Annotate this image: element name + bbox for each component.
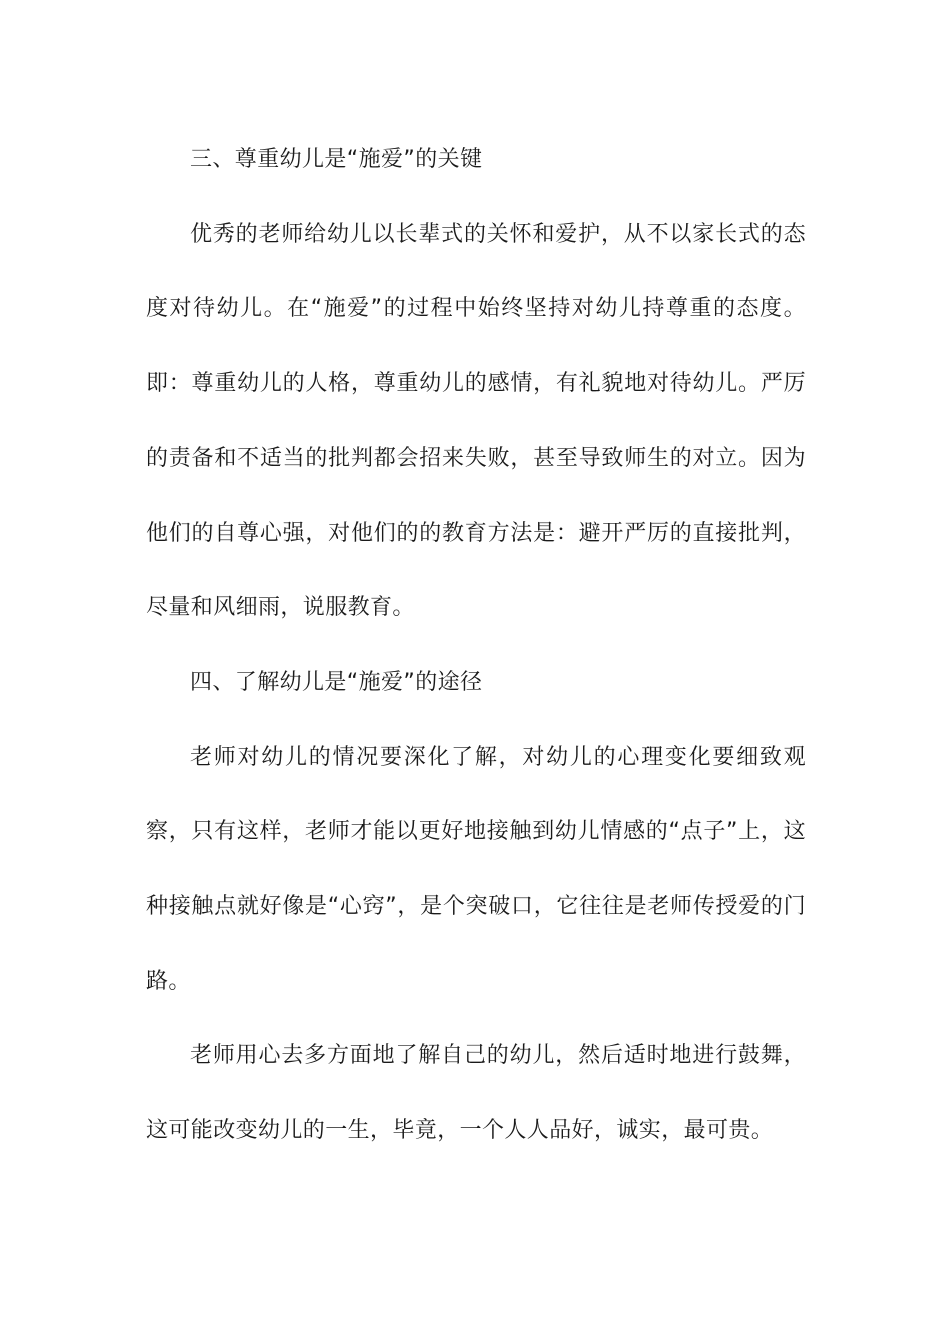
paragraph-respect: 优秀的老师给幼儿以长辈式的关怀和爱护，从不以家长式的态度对待幼儿。在“施爱”的过程中始终坚持对幼儿持尊重的态度。即：尊重幼儿的人格，尊重幼儿的感情，有礼貌地对待幼儿。严厉的责备和不适当的批判都会招来失败，甚至导致师生的对立。因为他们的自尊心强，对他们的的教育方法是：避开严厉的直接批判，尽量和风细雨，说服教育。 [146, 221, 806, 621]
section-heading-3: 三、尊重幼儿是“施爱”的关键 [190, 147, 483, 172]
section-heading-4: 四、了解幼儿是“施爱”的途径 [190, 669, 483, 695]
paragraph-understand: 老师对幼儿的情况要深化了解，对幼儿的心理变化要细致观察，只有这样，老师才能以更好地接触到幼儿情感的“点子”上，这种接触点就好像是“心窍”，是个突破口，它往往是老师传授爱的门路。 [146, 744, 806, 994]
paragraph-encourage: 老师用心去多方面地了解自己的幼儿，然后适时地进行鼓舞，这可能改变幼儿的一生，毕竟，一个人人品好，诚实，最可贵。 [146, 1043, 806, 1144]
document-body [146, 123, 806, 1169]
